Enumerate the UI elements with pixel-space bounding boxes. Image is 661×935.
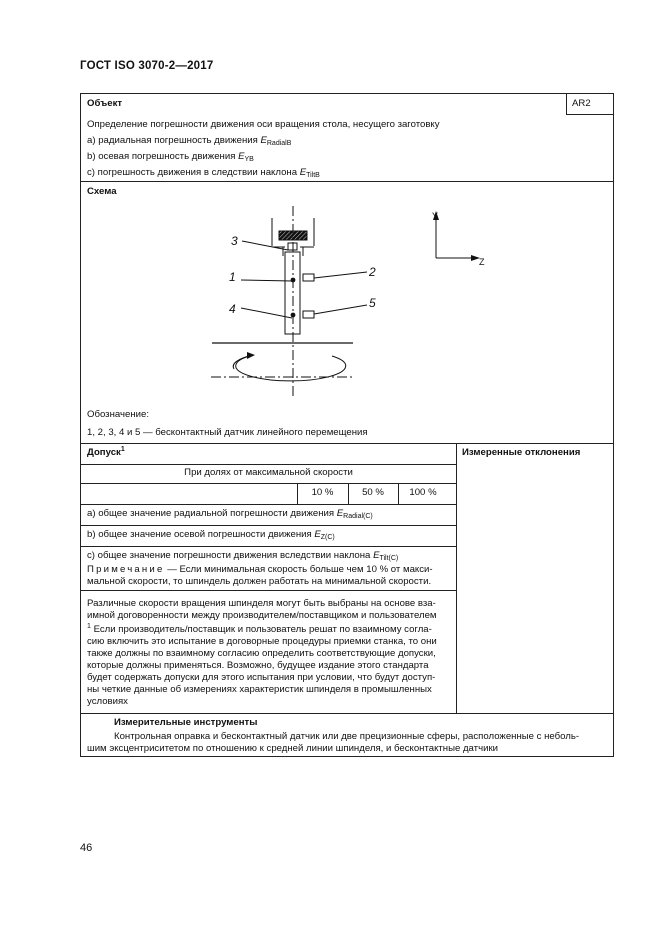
footnote-line-5: будет содержать допуски для этого испытания при условии, что будут доступ- [87, 672, 436, 683]
tolerance-row-a: a) общее значение радиальной погрешности движения $E_{Radial(C)}$ [87, 508, 373, 520]
object-item-c: c) погрешность движения в следствии наклона $E_{TiltB}$ [87, 167, 320, 179]
instruments-line-2: шим эксцентриситетом по отношению к средней линии шпинделя, и бесконтактные датчики [87, 743, 498, 754]
instruments-line-1: Контрольная оправка и бесконтактный датчик или две прецизионные сферы, расположенные с неболь- [114, 731, 580, 742]
object-definition: Определение погрешности движения оси вращения стола, несущего заготовку [87, 119, 440, 130]
speed-100: 100 % [409, 487, 437, 498]
label-1: 1 [229, 270, 236, 284]
footnote-line-1: $^1$ Если производитель/поставщик и пользователь решат по взаимному согла- [87, 623, 432, 635]
speed-heading: При долях от максимальной скорости [184, 467, 353, 478]
rule-code-box [566, 94, 567, 114]
rule-note [81, 590, 456, 591]
rule-speeds [81, 483, 456, 484]
tolerance-heading: Допуск$^1$ [87, 446, 125, 458]
measured-heading: Измеренные отклонения [462, 447, 581, 458]
rule-tolerance-bottom [81, 713, 613, 714]
note-line-2: мальной скорости, то шпиндель должен работать на минимальной скорости. [87, 576, 432, 587]
speed-10: 10 % [311, 487, 334, 498]
measurement-diagram [81, 194, 613, 404]
footnote-line-6: ны четкие данные об измерениях характеристик шпинделя в промышленных [87, 684, 432, 695]
axis-z-label: Z [479, 257, 485, 267]
rule-code-box-bottom [566, 114, 613, 115]
legend-title: Обозначение: [87, 409, 149, 420]
footnote-line-2: сию включить это испытание в договорные процедуры приемки станка, то они [87, 636, 437, 647]
sensor-2 [303, 274, 314, 281]
tolerance-row-c: c) общее значение погрешности движения вследствии наклона $E_{Tilt(C)}$ [87, 550, 399, 562]
page-number: 46 [80, 842, 93, 854]
object-item-a: a) радиальная погрешность движения $E_{RadialB}$ [87, 135, 292, 147]
rule-row-a [81, 504, 456, 505]
label-2: 2 [369, 265, 376, 279]
rule-measured-col [456, 443, 457, 713]
rule-row-b [81, 525, 456, 526]
para-line-1: Различные скорости вращения шпинделя могут быть выбраны на основе вза- [87, 598, 436, 609]
footnote-line-4: которые должны применяться. Возможно, будущее издание этого стандарта [87, 660, 429, 671]
legend-text: 1, 2, 3, 4 и 5 — бесконтактный датчик линейного перемещения [87, 427, 368, 438]
test-table [80, 93, 614, 757]
document-header: ГОСТ ISO 3070-2—2017 [80, 60, 214, 72]
object-item-b: b) осевая погрешность движения $E_{YB}$ [87, 151, 254, 163]
para-line-2: имной договоренности между производителем/поставщиком и пользователем [87, 610, 437, 621]
sensor-5 [303, 311, 314, 318]
instruments-heading: Измерительные инструменты [114, 717, 258, 728]
scheme-heading: Схема [87, 186, 117, 197]
label-4: 4 [229, 302, 236, 316]
rule-row-c [81, 546, 456, 547]
footnote-line-3: также должны по взаимному согласию определить соответствующие допуски, [87, 648, 436, 659]
rule-speed-heading [81, 464, 456, 465]
tolerance-row-b: b) общее значение осевой погрешности движения $E_{Z(C)}$ [87, 529, 335, 541]
rule-object-bottom [81, 181, 613, 182]
note-line-1: Примечание — Если минимальная скорость больше чем 10 % от макси- [87, 564, 433, 575]
object-code: AR2 [572, 98, 591, 109]
label-5: 5 [369, 296, 376, 310]
label-3: 3 [231, 234, 238, 248]
footnote-line-7: условиях [87, 696, 128, 707]
object-heading: Объект [87, 98, 123, 109]
rule-scheme-bottom [81, 443, 613, 444]
axis-y-label: Y [432, 211, 439, 221]
speed-50: 50 % [362, 487, 384, 498]
